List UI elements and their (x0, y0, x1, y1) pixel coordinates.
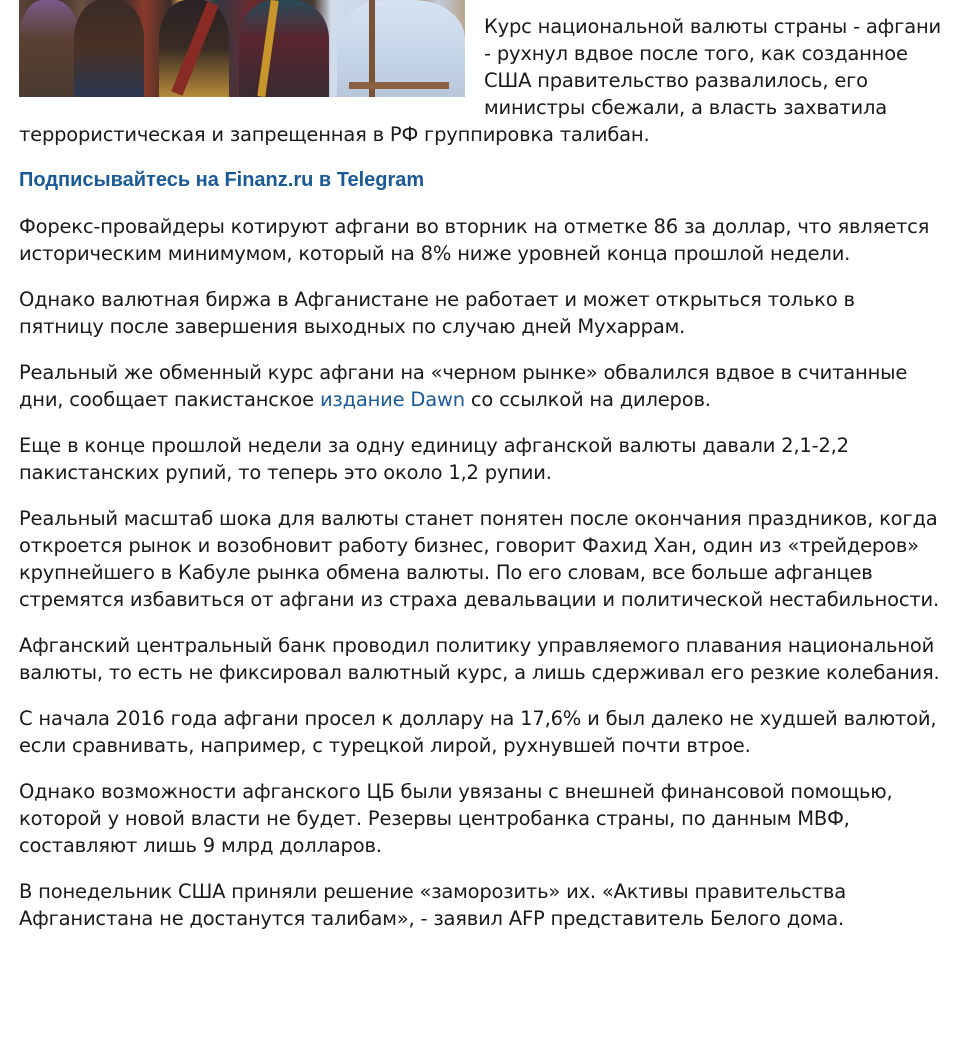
paragraph-exchange: Однако валютная биржа в Афганистане не работает и может открыться только в пятницу после завершения выходных по случаю дней Мухаррам. (19, 288, 855, 338)
photo-figure (74, 0, 144, 97)
paragraph-rupee: Еще в конце прошлой недели за одну единицу афганской валюты давали 2,1-2,2 пакистанских рупий, то теперь это около 1,2 рупии. (19, 434, 849, 484)
paragraph-text: Реальный же обменный курс афгани на «черном рынке» обвалился вдвое в считанные дни, сообщает пакистанское (19, 361, 908, 411)
paragraph-2016: С начала 2016 года афгани просел к доллару на 17,6% и был далеко не худшей валютой, если сравнивать, например, с турецкой лирой, рухнувшей почти втрое. (19, 707, 937, 757)
paragraph-central-bank: Афганский центральный банк проводил политику управляемого плавания национальной валюты, то есть не фиксировал валютный курс, а лишь сдерживал его резкие колебания. (19, 634, 940, 684)
dawn-link[interactable]: издание Dawn (319, 388, 465, 411)
photo-belt (349, 82, 449, 89)
lead-section (19, 0, 944, 148)
photo-figure (19, 0, 79, 97)
paragraph-black-market (19, 359, 944, 413)
photo-figure (239, 0, 329, 97)
paragraph-text: со ссылкой на дилеров. (464, 388, 711, 411)
paragraph-forex: Форекс-провайдеры котируют афгани во вторник на отметке 86 за доллар, что является историческим минимумом, который на 8% ниже уровней конца прошлой недели. (19, 215, 930, 265)
telegram-subscribe-link[interactable]: Подписывайтесь на Finanz.ru в Telegram (19, 169, 425, 191)
paragraph-reserves: Однако возможности афганского ЦБ были увязаны с внешней финансовой помощью, которой у новой власти не будет. Резервы центробанка страны, по данным МВФ, составляют лишь 9 млрд долларов. (19, 780, 893, 857)
article-photo (19, 0, 465, 97)
lead-paragraph: Курс национальной валюты страны - афгани - рухнул вдвое после того, как созданное США правительство развалилось, его министры сбежали, а власть захватила террористическая и запрещенная в РФ группировка талибан. (19, 15, 941, 146)
paragraph-freeze: В понедельник США приняли решение «заморозить» их. «Активы правительства Афганистана не достанутся талибам», - заявил AFP представитель Белого дома. (19, 880, 846, 930)
article-body (19, 0, 944, 951)
paragraph-shock: Реальный масштаб шока для валюты станет понятен после окончания праздников, когда откроется рынок и возобновит работу бизнес, говорит Фахид Хан, один из «трейдеров» крупнейшего в Кабуле рынка обмена валюты. По его словам, все больше афганцев стремятся избавиться от афгани из страха девальвации и политической нестабильности. (19, 507, 939, 611)
